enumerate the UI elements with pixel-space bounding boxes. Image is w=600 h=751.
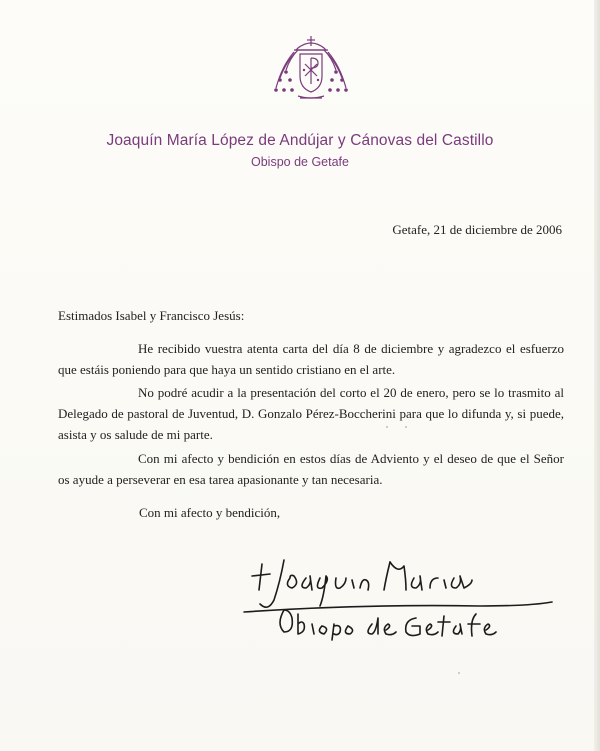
paper-speck — [458, 672, 460, 674]
author-title: Obispo de Getafe — [251, 155, 349, 169]
handwritten-signature — [240, 540, 560, 650]
paper-edge — [594, 0, 600, 751]
episcopal-crest-logo — [268, 36, 354, 106]
greeting: Estimados Isabel y Francisco Jesús: — [58, 308, 245, 323]
author-name: Joaquín María López de Andújar y Cánovas del Castillo — [106, 132, 494, 149]
closing-line: Con mi afecto y bendición, — [139, 505, 281, 520]
paper-speck — [386, 426, 388, 428]
paragraph-1: He recibido vuestra atenta carta del día 8 de diciembre y agradezco el esfuerzo que estáis poniendo para que haya un sentido cristiano en el arte. — [58, 341, 564, 377]
paragraph-2: No podré acudir a la presentación del corto el 20 de enero, pero se lo trasmito al Delegado de pastoral de Juventud, D. Gonzalo Pérez-Boccherini para que lo difunda y, si puede, asista y os salude de mi parte. — [58, 385, 564, 442]
place-date: Getafe, 21 de diciembre de 2006 — [392, 222, 562, 237]
paper-speck — [405, 426, 407, 428]
paragraph-3: Con mi afecto y bendición en estos días de Adviento y el deseo de que el Señor os ayude a perseverar en esa tarea apasionante y tan necesaria. — [58, 451, 564, 487]
